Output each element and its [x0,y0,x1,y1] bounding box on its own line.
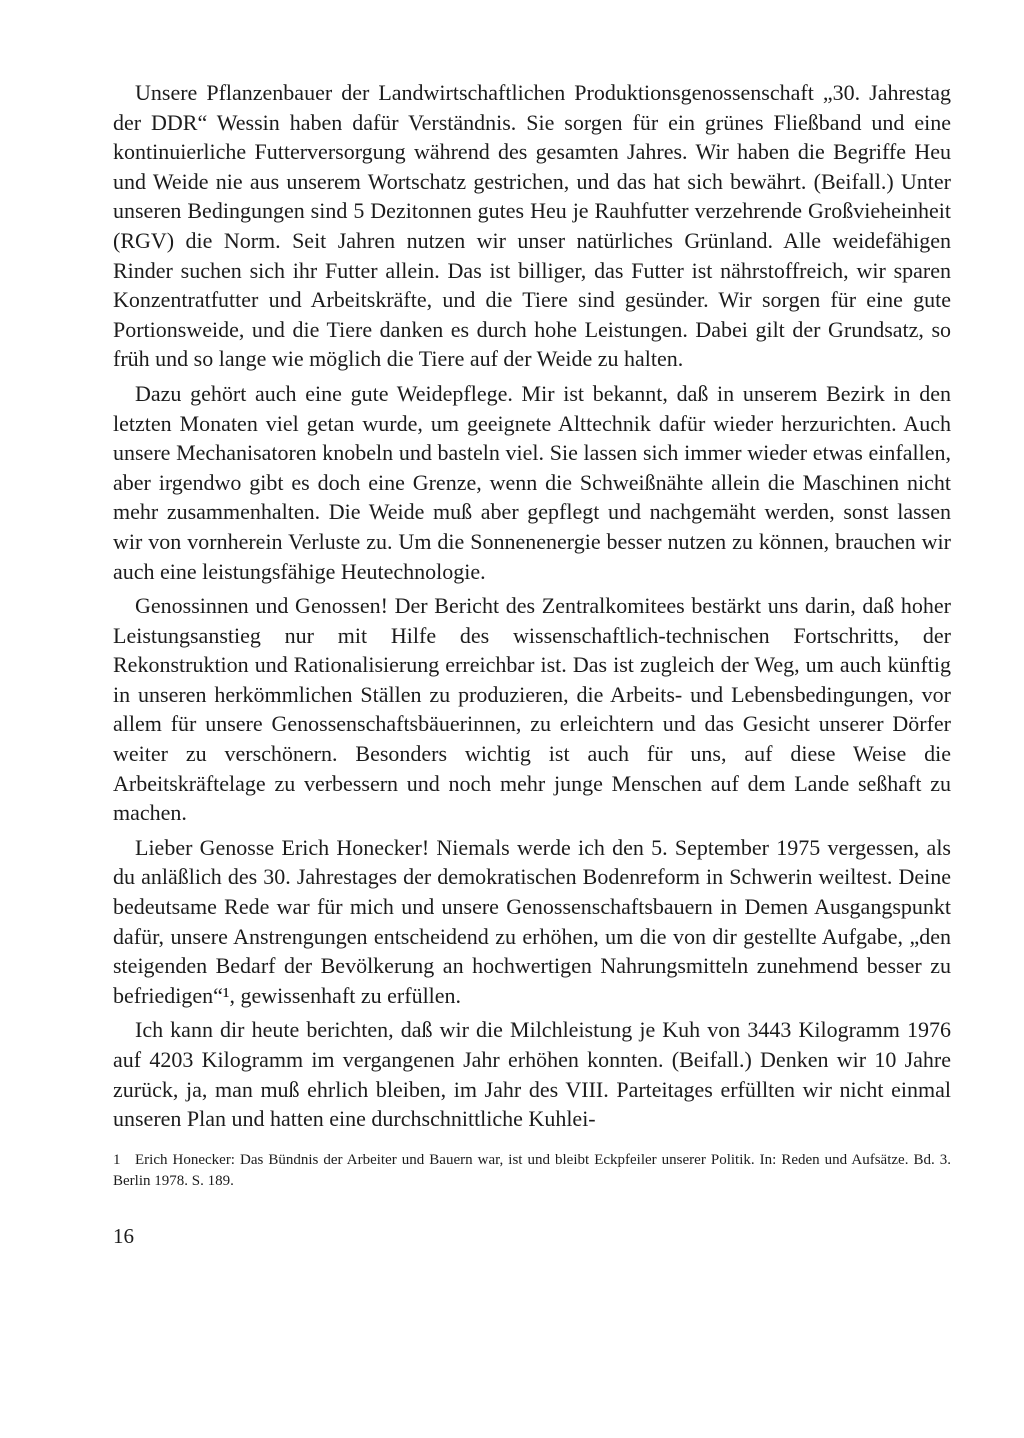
footnote [113,1150,951,1192]
paragraph-4: Lieber Genosse Erich Honecker! Niemals werde ich den 5. September 1975 vergessen, als du anläßlich des 30. Jahrestages der demokratischen Bodenreform in Schwerin weiltest. Deine bedeutsame Rede war für mich und unsere Genossenschaftsbauern in Demen Ausgangspunkt dafür, unsere Anstrengungen entscheidend zu erhöhen, um die von dir gestellte Aufgabe, „den steigenden Bedarf der Bevölkerung an hochwertigen Nahrungsmitteln zunehmend besser zu befriedigen“¹, gewissenhaft zu erfüllen. [113,834,951,1008]
paragraph-5: Ich kann dir heute berichten, daß wir die Milchleistung je Kuh von 3443 Kilogramm 1976 auf 4203 Kilogramm im vergangenen Jahr erhöhen konnten. (Beifall.) Denken wir 10 Jahre zurück, ja, man muß ehrlich bleiben, im Jahr des VIII. Parteitages erfüllten wir nicht einmal unseren Plan und hatten eine durchschnittliche Kuhlei- [113,1017,951,1132]
footnote-mark: 1 [113,1151,121,1168]
document-page [113,78,951,1249]
paragraph-3: Genossinnen und Genossen! Der Bericht des Zentralkomitees bestärkt uns darin, daß hoher Leistungsanstieg nur mit Hilfe des wissenschaftlich-technischen Fortschritts, der Rekonstruktion und Rationalisierung erreichbar ist. Das ist zugleich der Weg, um auch künftig in unseren herkömmlichen Ställen zu produzieren, die Arbeits- und Lebensbedingungen, vor allem für unsere Genossenschaftsbäuerinnen, zu erleichtern und das Gesicht unserer Dörfer weiter zu verschönern. Besonders wichtig ist auch für uns, auf diese Weise die Arbeitskräftelage zu verbessern und noch mehr junge Menschen auf dem Lande seßhaft zu machen. [113,593,951,826]
paragraph-2: Dazu gehört auch eine gute Weidepflege. Mir ist bekannt, daß in unserem Bezirk in den letzten Monaten viel getan wurde, um geeignete Alttechnik dafür wieder herzurichten. Auch unsere Mechanisatoren knobeln und basteln viel. Sie lassen sich immer wieder etwas einfallen, aber irgendwo gibt es doch eine Grenze, wenn die Schweißnähte allein die Maschinen nicht mehr zusammenhalten. Die Weide muß aber gepflegt und nachgemäht werden, sonst lassen wir von vornherein Verluste zu. Um die Sonnenenergie besser nutzen zu können, brauchen wir auch eine leistungsfähige Heutechnologie. [113,380,951,584]
page-number: 16 [113,1223,134,1248]
paragraph-1: Unsere Pflanzenbauer der Landwirtschaftlichen Produktionsgenossenschaft „30. Jahrestag der DDR“ Wessin haben dafür Verständnis. Sie sorgen für ein grünes Fließband und eine kontinuierliche Futterversorgung während des gesamten Jahres. Wir haben die Begriffe Heu und Weide nie aus unserem Wortschatz gestrichen, und das hat sich bewährt. (Beifall.) Unter unseren Bedingungen sind 5 Dezitonnen gutes Heu je Rauhfutter verzehrende Großvieheinheit (RGV) die Norm. Seit Jahren nutzen wir unser natürliches Grünland. Alle weidefähigen Rinder suchen sich ihr Futter allein. Das ist billiger, das Futter ist nährstoffreich, wir sparen Konzentratfutter und Arbeitskräfte, und die Tiere sind gesünder. Wir sorgen für eine gute Portionsweide, und die Tiere danken es durch hohe Leistungen. Dabei gilt der Grundsatz, so früh und so lange wie möglich die Tiere auf der Weide zu halten. [113,80,951,372]
footnote-text: Erich Honecker: Das Bündnis der Arbeiter und Bauern war, ist und bleibt Eckpfeiler unserer Politik. In: Reden und Aufsätze. Bd. 3. Berlin 1978. S. 189. [113,1151,951,1189]
